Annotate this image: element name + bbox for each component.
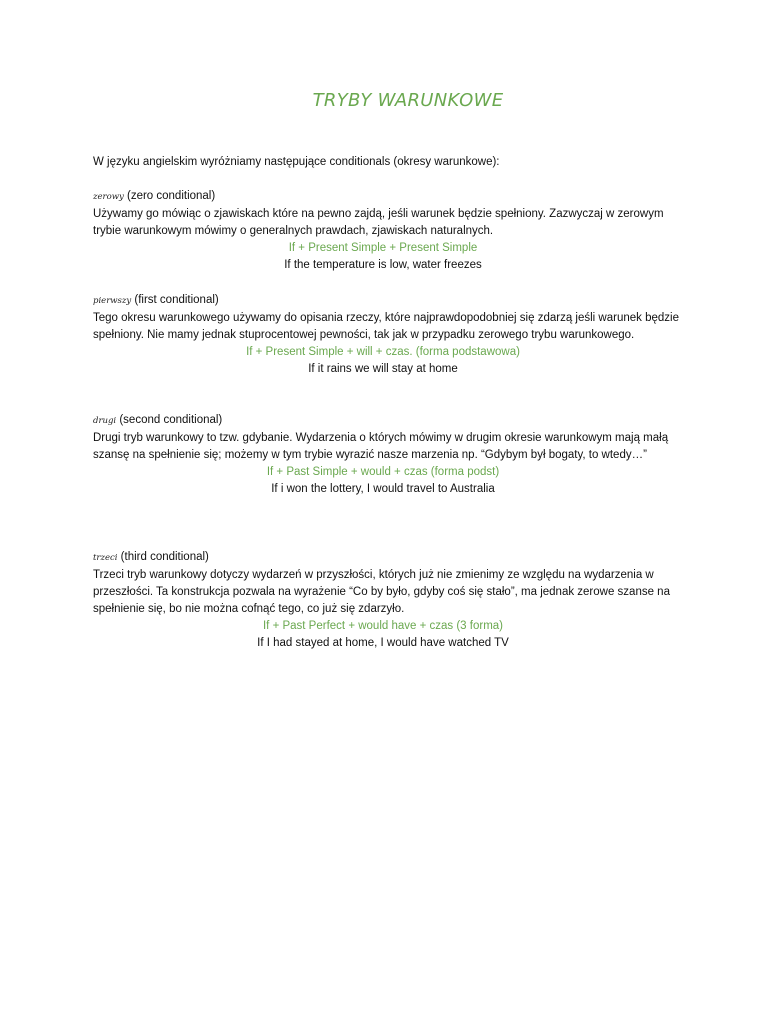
section-heading xyxy=(93,549,693,567)
document-title: TRYBY WARUNKOWE xyxy=(312,90,504,111)
section-example: If i won the lottery, I would travel to Australia xyxy=(271,483,495,495)
section-first-conditional xyxy=(93,292,693,378)
section-third-conditional xyxy=(93,549,693,652)
section-body: Tego okresu warunkowego używamy do opisania rzeczy, które najprawdopodobniej się zdarzą jeśli warunek będzie spełniony. Nie mamy jednak stuprocentowej pewności, tak jak w przypadku zerowego trybu warunkowego. xyxy=(93,312,679,341)
section-heading xyxy=(93,292,693,310)
script-label: pierwszy xyxy=(93,296,132,306)
section-title: (second conditional) xyxy=(119,414,223,426)
section-example: If it rains we will stay at home xyxy=(308,363,458,375)
script-label: drugi xyxy=(93,416,117,426)
section-heading xyxy=(93,412,693,430)
section-body: Trzeci tryb warunkowy dotyczy wydarzeń w przyszłości, których już nie zmienimy ze względu na wydarzenia w przeszłości. Ta konstrukcja pozwala na wyrażenie “Co by było, gdyby coś się stało”, ma jednak zerowe szanse na spełnienie się, bo nie można cofnąć tego, co już się zdarzyło. xyxy=(93,569,670,615)
section-formula: If + Past Simple + would + czas (forma podst) xyxy=(266,466,500,478)
section-formula: If + Present Simple + will + czas. (forma podstawowa) xyxy=(246,346,520,358)
script-label: zerowy xyxy=(93,192,124,202)
section-title: (third conditional) xyxy=(120,551,209,563)
section-example: If the temperature is low, water freezes xyxy=(284,259,482,271)
intro-text: W języku angielskim wyróżniamy następujące conditionals (okresy warunkowe): xyxy=(93,156,500,168)
section-example: If I had stayed at home, I would have watched TV xyxy=(257,637,509,649)
section-zero-conditional xyxy=(93,188,693,274)
section-body: Używamy go mówiąc o zjawiskach które na pewno zajdą, jeśli warunek będzie spełniony. Zazwyczaj w zerowym trybie warunkowym mówimy o generalnych prawdach, zjawiskach naturalnych. xyxy=(93,208,664,237)
section-title: (first conditional) xyxy=(134,294,219,306)
section-formula: If + Past Perfect + would have + czas (3 forma) xyxy=(262,620,503,632)
script-label: trzeci xyxy=(93,553,118,563)
section-formula: If + Present Simple + Present Simple xyxy=(288,242,478,254)
section-heading xyxy=(93,188,693,206)
section-second-conditional xyxy=(93,412,693,498)
section-title: (zero conditional) xyxy=(126,190,216,202)
section-body: Drugi tryb warunkowy to tzw. gdybanie. Wydarzenia o których mówimy w drugim okresie warunkowym mają małą szansę na spełnienie się; możemy w tym trybie wyrazić nasze marzenia np. “Gdybym był bogaty, to wtedy…” xyxy=(93,432,669,461)
